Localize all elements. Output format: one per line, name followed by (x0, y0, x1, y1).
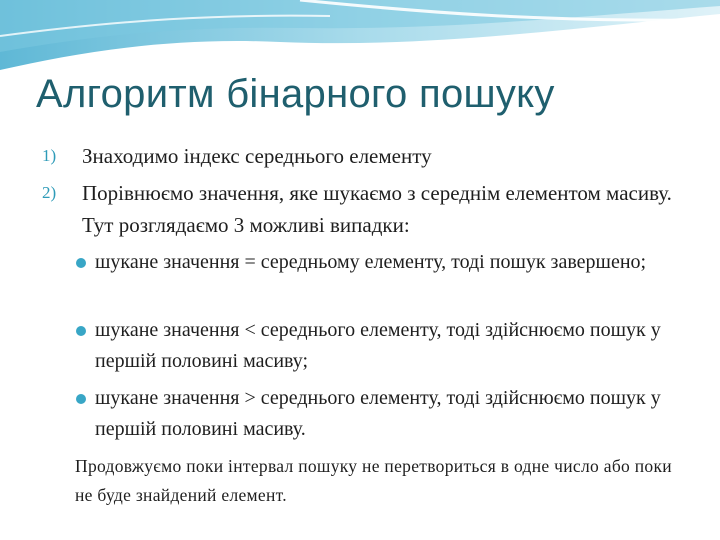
header-wave-decoration (0, 0, 720, 72)
bullet-text: шукане значення > середнього елементу, тоді здійснюємо пошук у першій половині масиву. (95, 387, 661, 440)
bullet-text: шукане значення = середньому елементу, тоді пошук завершено; (95, 251, 647, 273)
bullet-dot (76, 326, 86, 336)
item-number: 2) (42, 183, 57, 202)
bullet-text: шукане значення < середнього елементу, тоді здійснюємо пошук у першій половині масиву; (95, 319, 661, 372)
conclusion-text: Продовжуємо поки інтервал пошуку не перетвориться в одне число або поки не буде знайдений елемент. (75, 456, 672, 505)
item-text: Знаходимо індекс середнього елементу (82, 144, 432, 168)
item-number: 1) (42, 146, 57, 165)
bullet-dot (76, 394, 86, 404)
bullet-dot (76, 258, 86, 268)
slide-title: Алгоритм бінарного пошуку (36, 72, 555, 116)
item-text: Порівнюємо значення, яке шукаємо з середнім елементом масиву. Тут розглядаємо 3 можливі випадки: (82, 181, 672, 237)
